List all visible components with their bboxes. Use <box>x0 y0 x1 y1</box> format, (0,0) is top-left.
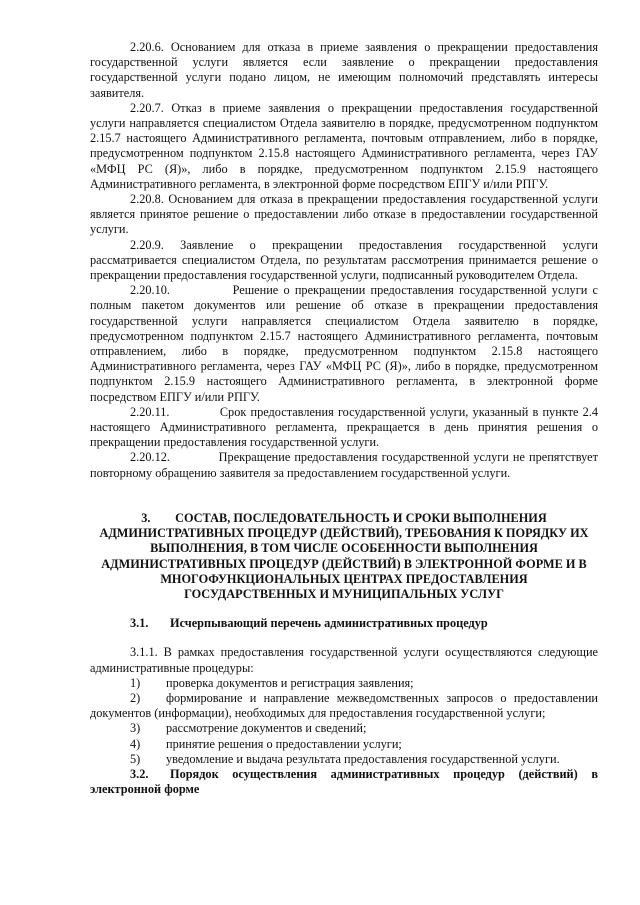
list-item <box>90 691 598 721</box>
paragraph-number: 2.20.7. <box>130 100 172 115</box>
paragraph-2-20-10 <box>90 283 598 405</box>
paragraph-number: 2.20.10. <box>130 283 233 298</box>
list-item <box>90 737 598 752</box>
paragraph-text: Срок предоставления государственной услуги, указанный в пункте 2.4 настоящего Административного регламента, прекращается в день принятия решения о прекращении предоставления государственной услуги. <box>90 404 598 450</box>
paragraph-2-20-7 <box>90 101 598 192</box>
paragraph-number: 2.20.11. <box>130 404 220 419</box>
list-item <box>90 752 598 767</box>
paragraph-number: 2.20.12. <box>130 450 219 465</box>
list-item <box>90 721 598 736</box>
paragraph-text: Решение о прекращении предоставления государственной услуги с полным пакетом документов или решение об отказе в прекращении предоставления государственной услуги направляется специалистом Отдела заявителю в порядке, предусмотренном подпунктом 2.15.7 настоящего Административного регламента, почтовым отправлением, либо в порядке, предусмотренном подпунктом 2.15.8 настоящего Административного регламента, через ГАУ «МФЦ РС (Я)», либо в порядке, предусмотренном подпунктом 2.15.9 настоящего Административного регламента, в электронной форме посредством ЕПГУ и/или РПГУ. <box>90 283 598 404</box>
list-item-text: формирование и направление межведомственных запросов о предоставлении документов (информации), необходимых для предоставления государственной услуги; <box>90 690 598 721</box>
paragraph-text: Основанием для отказа в приеме заявления о прекращении предоставления государственной услуги является если заявление о прекращении предоставления государственной услуги подано лицом, не имеющим полномочий представлять интересы заявителя. <box>90 40 599 100</box>
list-item-text: рассмотрение документов и сведений; <box>166 721 367 736</box>
list-item-number: 5) <box>130 751 141 766</box>
paragraph-2-20-9 <box>90 238 598 284</box>
list-item-number: 1) <box>130 675 141 690</box>
list-item-number: 2) <box>130 690 141 705</box>
list-item <box>90 676 598 691</box>
paragraph-2-20-6 <box>90 40 598 101</box>
paragraph-3-1-1 <box>90 645 598 675</box>
paragraph-2-20-11 <box>90 405 598 451</box>
paragraph-2-20-12 <box>90 450 598 480</box>
list-item-number: 4) <box>130 736 141 751</box>
paragraph-number: 2.20.6. <box>130 40 171 54</box>
paragraph-number: 3.1.1. <box>130 645 164 660</box>
list-item-text: уведомление и выдача результата предоставления государственной услуги. <box>166 751 560 766</box>
paragraph-text: В рамках предоставления государственной услуги осуществляются следующие административные процедуры: <box>90 645 598 675</box>
procedures-list <box>90 676 598 767</box>
paragraph-text: Прекращение предоставления государственной услуги не препятствует повторному обращению заявителя за предоставлением государственной услуги. <box>90 450 598 480</box>
subsection-number: 3.2. <box>130 766 149 781</box>
paragraph-number: 2.20.9. <box>130 237 181 252</box>
subsection-number: 3.1. <box>130 616 149 631</box>
paragraph-number: 2.20.8. <box>130 192 169 207</box>
subsection-3-2-title <box>90 767 598 797</box>
subsection-title-text: Исчерпывающий перечень административных процедур <box>170 616 488 631</box>
list-item-text: проверка документов и регистрация заявления; <box>166 675 414 690</box>
subsection-title-text: Порядок осуществления административных процедур (действий) в электронной форме <box>90 766 598 797</box>
list-item-number: 3) <box>130 721 141 736</box>
subsection-3-1-title <box>90 616 598 631</box>
paragraph-text: Отказ в приеме заявления о прекращении предоставления государственной услуги направляется специалистом Отдела заявителю в порядке, предусмотренном подпунктом 2.15.7 настоящего Административного регламента, почтовым отправлением, либо в порядке, предусмотренном подпунктом 2.15.8 настоящего Административного регламента, через ГАУ «МФЦ РС (Я)», либо в порядке, предусмотренном подпунктом 2.15.9 настоящего Административного регламента, в электронной форме посредством ЕПГУ и/или РПГУ. <box>90 100 598 191</box>
paragraph-text: Основанием для отказа в прекращении предоставления государственной услуги является принятое решение о предоставлении либо отказе в предоставлении государственной услуги. <box>90 192 598 237</box>
paragraph-2-20-8 <box>90 192 598 238</box>
paragraph-text: Заявление о прекращении предоставления государственной услуги рассматривается специалистом Отдела, по результатам рассмотрения принимается решение о прекращении предоставления государственной услуги, подписанный руководителем Отдела. <box>90 237 599 283</box>
list-item-text: принятие решения о предоставлении услуги; <box>166 736 402 751</box>
document-page <box>90 40 598 797</box>
section-3-heading: 3. СОСТАВ, ПОСЛЕДОВАТЕЛЬНОСТЬ И СРОКИ ВЫПОЛНЕНИЯ АДМИНИСТРАТИВНЫХ ПРОЦЕДУР (ДЕЙСТВИЙ), ТРЕБОВАНИЯ К ПОРЯДКУ ИХ ВЫПОЛНЕНИЯ, В ТОМ ЧИСЛЕ ОСОБЕННОСТИ ВЫПОЛНЕНИЯ АДМИНИСТРАТИВНЫХ ПРОЦЕДУР (ДЕЙСТВИЙ) В ЭЛЕКТРОННОЙ ФОРМЕ И В МНОГОФУНКЦИОНАЛЬНЫХ ЦЕНТРАХ ПРЕДОСТАВЛЕНИЯ ГОСУДАРСТВЕННЫХ И МУНИЦИПАЛЬНЫХ УСЛУГ <box>99 510 592 601</box>
